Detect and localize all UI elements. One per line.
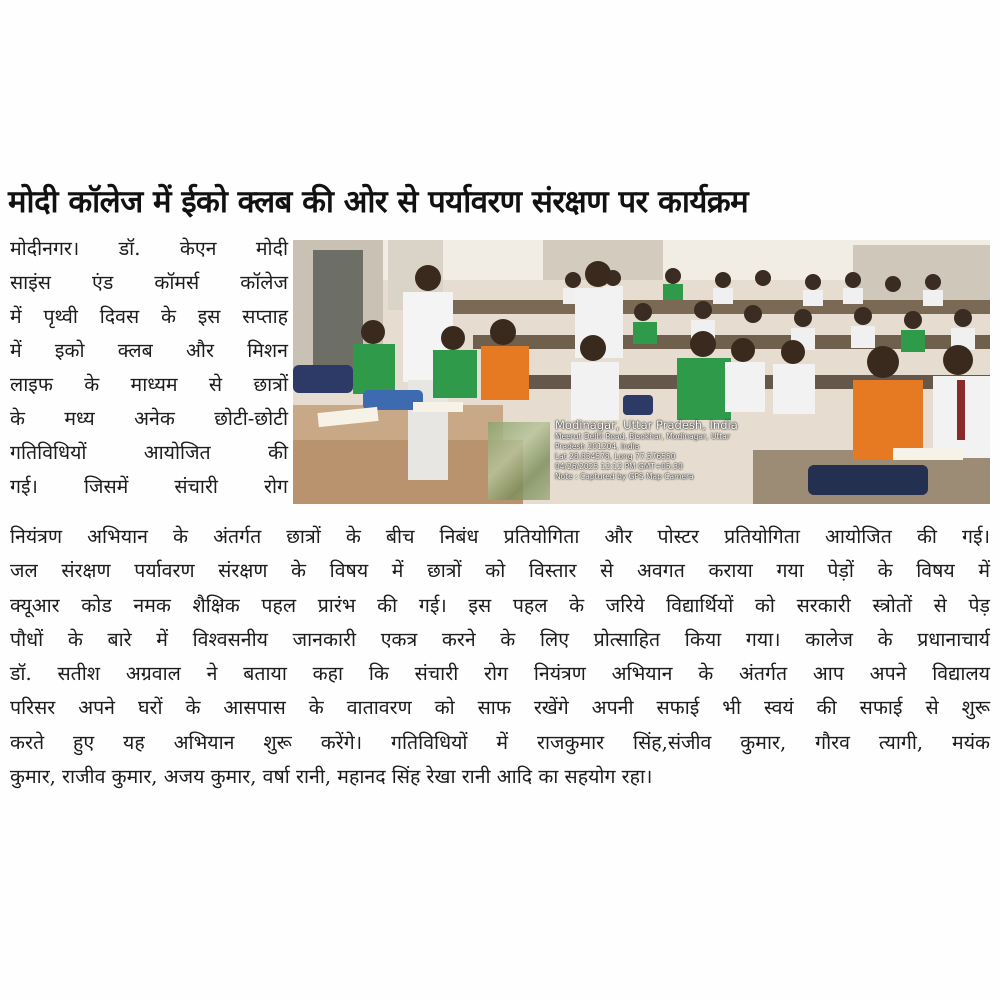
text-line: डॉ. सतीश अग्रवाल ने बताया कहा कि संचारी रोग नियंत्रण अभियान के अंतर्गत आप अपने विद्यालय <box>10 662 990 686</box>
text-line: के मध्य अनेक छोटी-छोटी <box>10 407 288 430</box>
text-line: में इको क्लब और मिशन <box>10 339 288 362</box>
text-line: साइंस एंड कॉमर्स कॉलेज <box>10 271 288 294</box>
stamp-address-line: Meerut Delhi Road, Bisokhar, Modinagar, Uttar <box>555 432 730 441</box>
text-line: पौधों के बारे में विश्वसनीय जानकारी एकत्र करने के लिए प्रोत्साहित किया गया। कालेज के प्रधानाचार्य <box>10 627 990 651</box>
stamp-location: Modinagar, Uttar Pradesh, India <box>555 418 738 432</box>
stamp-coordinates: Lat 28.834578, Long 77.576550 <box>555 452 676 461</box>
text-line: गई। जिसमें संचारी रोग <box>10 475 288 498</box>
article-body <box>10 520 990 794</box>
text-line: करते हुए यह अभियान शुरू करेंगे। गतिविधियों में राजकुमार सिंह,संजीव कुमार, गौरव त्यागी, मयंक <box>10 730 990 754</box>
text-line: लाइफ के माध्यम से छात्रों <box>10 373 288 396</box>
gps-map-thumbnail <box>488 422 550 500</box>
text-line: कुमार, राजीव कुमार, अजय कुमार, वर्षा रानी, महानद सिंह रेखा रानी आदि का सहयोग रहा। <box>10 765 653 789</box>
text-line: गतिविधियों आयोजित की <box>10 441 288 464</box>
stamp-note: Note : Captured by GPS Map Camera <box>555 472 694 481</box>
text-line: क्यूआर कोड नमक शैक्षिक पहल प्रारंभ की गई। इस पहल के जरिये विद्यार्थियों को सरकारी स्त्रोतों से पेड़ <box>10 593 990 617</box>
text-line: जल संरक्षण पर्यावरण संरक्षण के विषय में छात्रों को विस्तार से अवगत कराया गया पेड़ों के विषय में <box>10 559 990 583</box>
text-line: नियंत्रण अभियान के अंतर्गत छात्रों के बीच निबंध प्रतियोगिता और पोस्टर प्रतियोगिता आयोजित की गई। <box>10 525 990 548</box>
stamp-address-line: Pradesh 201204, India <box>555 442 640 451</box>
stamp-datetime: 04/26/2025 12:12 PM GMT+05:30 <box>555 462 683 471</box>
text-line: मोदीनगर। डॉ. केएन मोदी <box>10 237 288 260</box>
gps-camera-stamp <box>555 418 785 482</box>
article-intro-column <box>10 232 288 504</box>
article-headline: मोदी कॉलेज में ईको क्लब की ओर से पर्यावरण संरक्षण पर कार्यक्रम <box>8 184 749 220</box>
text-line: में पृथ्वी दिवस के इस सप्ताह <box>10 305 288 328</box>
text-line: परिसर अपने घरों के आसपास के वातावरण को साफ रखेंगे अपनी सफाई भी स्वयं की सफाई से शुरू <box>10 696 990 720</box>
